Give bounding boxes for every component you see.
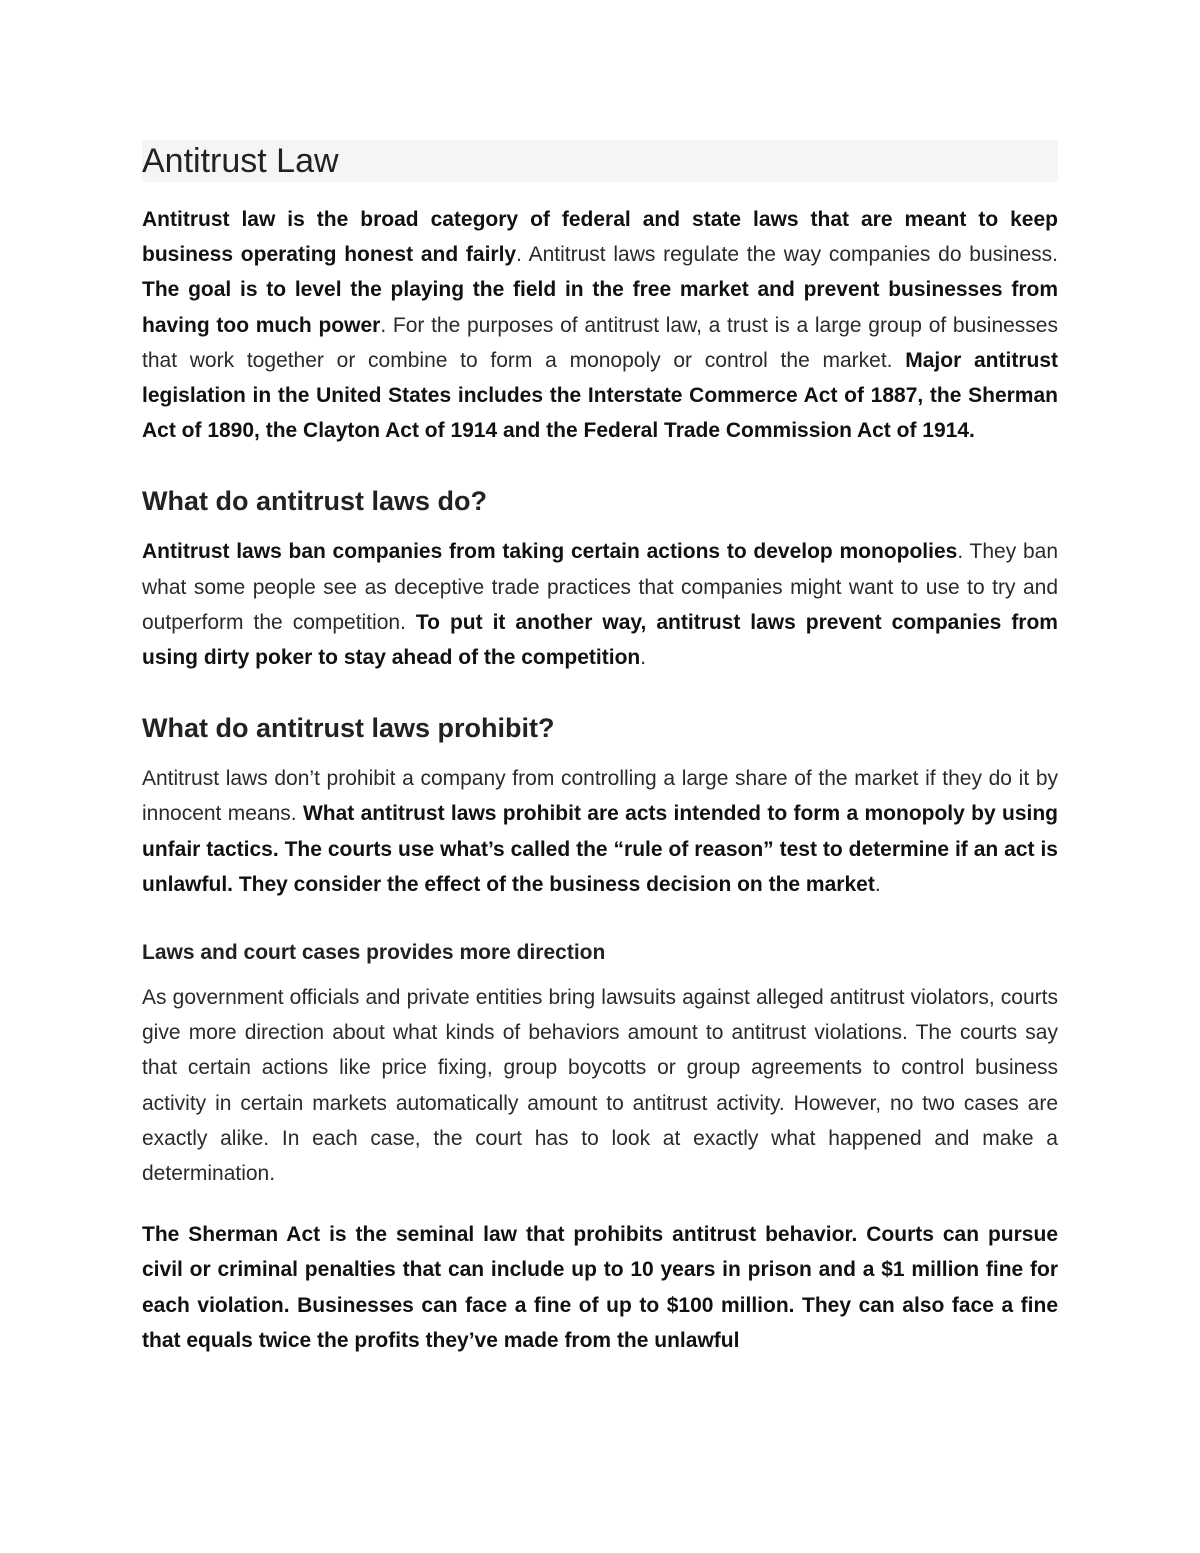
section1-paragraph xyxy=(142,534,1058,675)
section2-text-1: Antitrust laws don’t prohibit a company from controlling a large share of the market if they do it by innocent means. xyxy=(142,767,1058,826)
document-page xyxy=(142,140,1058,1358)
intro-text-2: . For the purposes of antitrust law, a trust is a large group of businesses that work together or combine to form a monopoly or control the market. xyxy=(142,313,1058,372)
title-band xyxy=(142,140,1058,182)
section3-paragraph-2: The Sherman Act is the seminal law that prohibits antitrust behavior. Courts can pursue civil or criminal penalties that can include up to 10 years in prison and a $1 million fine for each violation. Businesses can face a fine of up to $100 million. They can also face a fine that equals twice the profits they’ve made from the unlawful xyxy=(142,1223,1058,1352)
section1-text-1: . They ban what some people see as deceptive trade practices that companies might want to use to try and outperform the competition. xyxy=(142,540,1058,634)
intro-bold-2: The goal is to level the playing the field in the free market and prevent businesses from having too much power xyxy=(142,278,1058,337)
section1-text-2: . xyxy=(640,646,647,670)
section1-bold-1: Antitrust laws ban companies from taking certain actions to develop monopolies xyxy=(142,540,958,564)
section1-bold-2: To put it another way, antitrust laws prevent companies from using dirty poker to stay ahead of the competition xyxy=(142,610,1058,670)
subheading-court-cases: Laws and court cases provides more direction xyxy=(142,941,606,965)
section2-text-2: . xyxy=(874,872,881,896)
section2-bold-1: What antitrust laws prohibit are acts intended to form a monopoly by using unfair tactics. The courts use what’s called the “rule of reason” test to determine if an act is unlawful. They consider the effect of the business decision on the market xyxy=(142,802,1058,896)
intro-bold-3: Major antitrust legislation in the United States includes the Interstate Commerce Act of 1887, the Sherman Act of 1890, the Clayton Act of 1914 and the Federal Trade Commission Act of 1914. xyxy=(142,348,1058,443)
section-heading-prohibit: What do antitrust laws prohibit? xyxy=(142,713,555,744)
page-title: Antitrust Law xyxy=(142,142,339,180)
section2-paragraph xyxy=(142,761,1058,902)
intro-paragraph xyxy=(142,202,1058,448)
section-heading-what-do: What do antitrust laws do? xyxy=(142,486,487,517)
section3-paragraph-1: As government officials and private entities bring lawsuits against alleged antitrust violators, courts give more direction about what kinds of behaviors amount to antitrust violations. The courts say that certain actions like price fixing, group boycotts or group agreements to control business activity in certain markets automatically amount to antitrust activity. However, no two cases are exactly alike. In each case, the court has to look at exactly what happened and make a determination. xyxy=(142,986,1058,1186)
intro-bold-1: Antitrust law is the broad category of federal and state laws that are meant to keep business operating honest and fairly xyxy=(142,208,1058,267)
intro-text-1: . Antitrust laws regulate the way companies do business. xyxy=(516,243,1058,267)
